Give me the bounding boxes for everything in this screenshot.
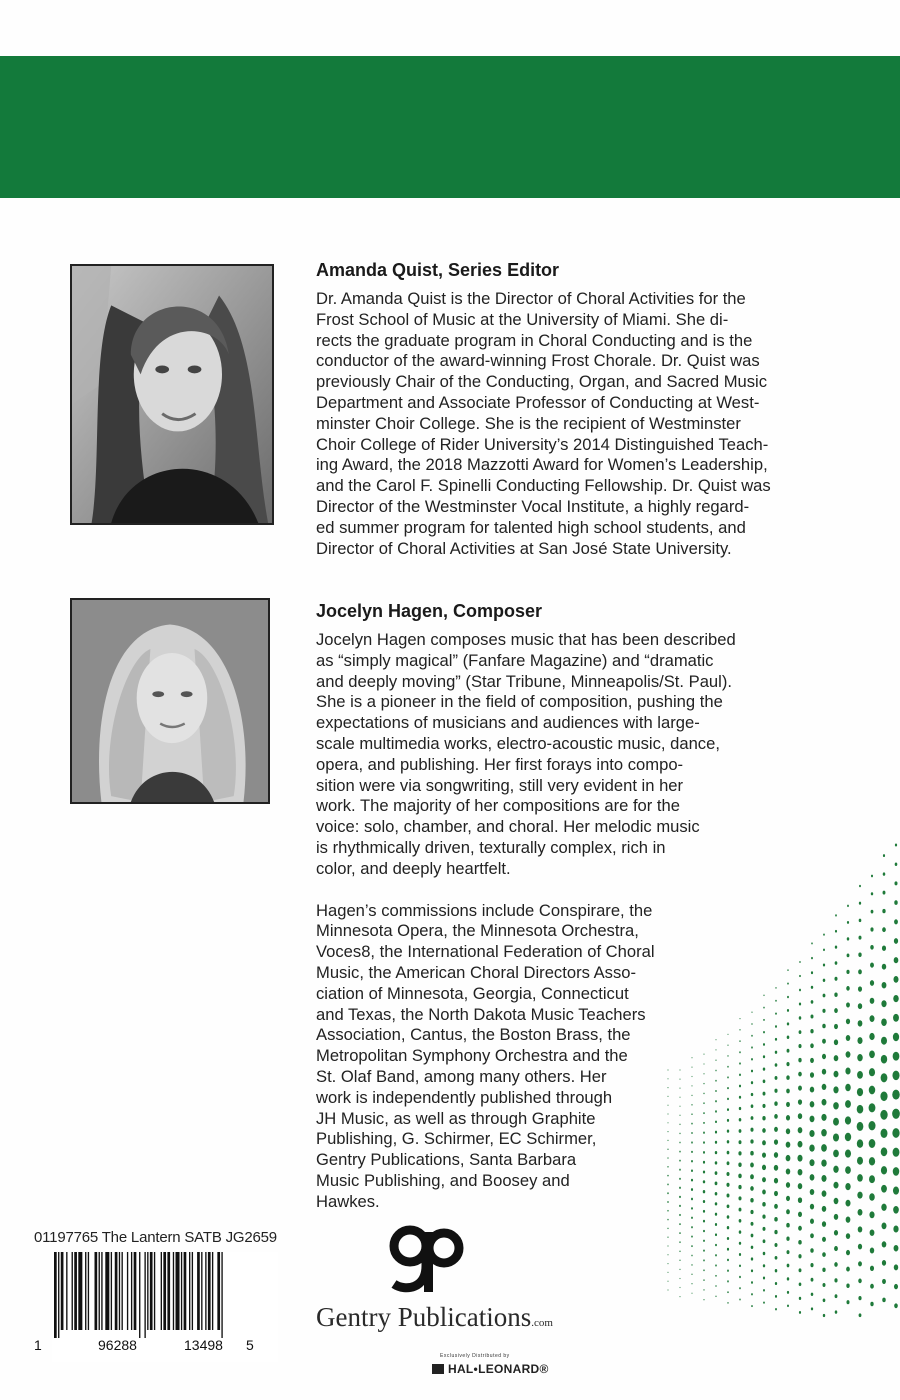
publisher-suffix: .com bbox=[531, 1317, 553, 1329]
barcode bbox=[52, 1252, 278, 1362]
barcode-left-group: 96288 bbox=[98, 1337, 137, 1353]
quist-bio-text: Dr. Amanda Quist is the Director of Choral Activities for the Frost School of Music at the University of Miami. She di- rects the graduate program in Choral Conducting and is the conductor of the award-winning Frost Chorale. Dr. Quist was previously Chair of the Conducting, Organ, and Sacred Music Department and Associate Professor of Conducting at West- minster Choir College. She is the recipient of Westminster Choir College of Rider University’s 2014 Distinguished Teach- ing Award, the 2018 Mazzotti Award for Women’s Leadership, and the Carol F. Spinelli Conducting Fellowship. Dr. Quist was Director of the Westminster Vocal Institute, a highly regard- ed summer program for talented high school students, and Director of Choral Activities at San José State University. bbox=[316, 289, 771, 558]
quist-heading: Amanda Quist, Series Editor bbox=[316, 260, 560, 280]
hal-leonard-mark-icon bbox=[432, 1364, 444, 1374]
halftone-dot-wave bbox=[660, 820, 900, 1320]
gentry-publications-wordmark bbox=[316, 1302, 553, 1333]
barcode-right-group: 13498 bbox=[184, 1337, 223, 1353]
quist-bio-section bbox=[316, 258, 856, 559]
hagen-bio-text-1: Jocelyn Hagen composes music that has been described as “simply magical” (Fanfare Magazine) and “dramatic and deeply moving” (Star Tribune, Minneapolis/St. Paul). She is a pioneer in the field of composition, pushing the expectations of musicians and audiences with large- scale multimedia works, electro-acoustic music, dance, opera, and publishing. Her first forays into compo- sition were via songwriting, still very evident in her work. The majority of her compositions are for the voice: solo, chamber, and choral. Her melodic music is rhythmically driven, texturally complex, rich in color, and deeply heartfelt. bbox=[316, 630, 736, 878]
barcode-lead-digit: 1 bbox=[34, 1337, 42, 1353]
publisher-name: Gentry Publications bbox=[316, 1302, 532, 1332]
barcode-check-digit: 5 bbox=[246, 1337, 254, 1353]
quist-portrait bbox=[70, 264, 274, 525]
distributed-by-label: Exclusively Distributed by bbox=[440, 1353, 510, 1359]
hagen-portrait bbox=[70, 598, 270, 804]
hal-leonard-text: HAL•LEONARD® bbox=[448, 1362, 549, 1376]
gentry-gp-logo bbox=[388, 1222, 468, 1294]
hagen-bio-text-2: Hagen’s commissions include Conspirare, the Minnesota Opera, the Minnesota Orchestra, Voces8, the International Federation of Choral Music, the American Choral Directors Asso- ciation of Minnesota, Georgia, Connecticut and Texas, the North Dakota Music Teachers Association, Cantus, the Boston Brass, the Metropolitan Symphony Orchestra and the St. Olaf Band, among many others. Her work is independently published through JH Music, as well as through Graphite Publishing, G. Schirmer, EC Schirmer, Gentry Publications, Santa Barbara Music Publishing, and Boosey and Hawkes. bbox=[316, 900, 655, 1211]
hal-leonard-logo bbox=[432, 1362, 549, 1376]
catalog-number: 01197765 The Lantern SATB JG2659 bbox=[34, 1229, 277, 1246]
green-banner bbox=[0, 56, 900, 198]
hagen-heading: Jocelyn Hagen, Composer bbox=[316, 601, 543, 621]
